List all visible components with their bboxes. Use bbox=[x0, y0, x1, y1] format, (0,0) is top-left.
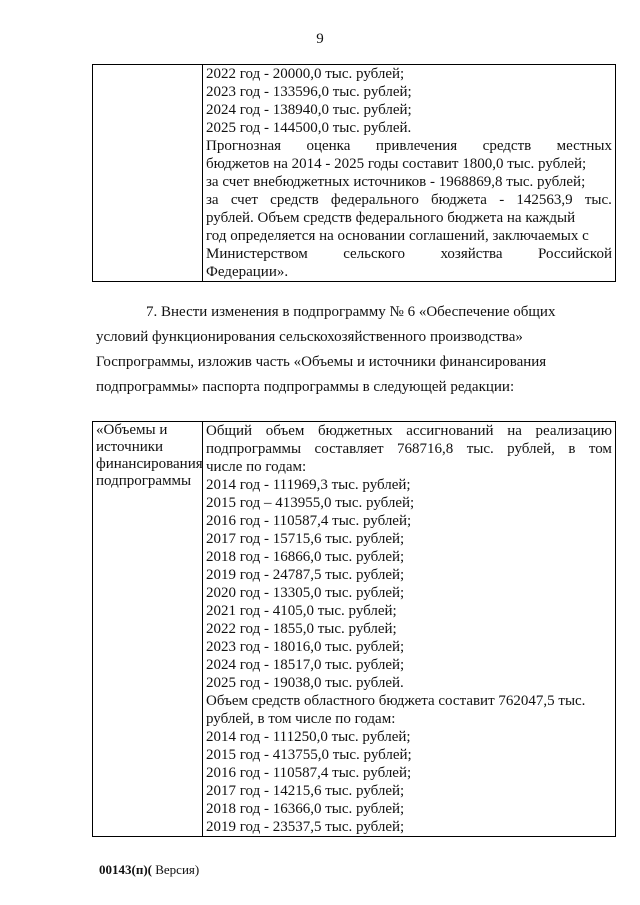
word: 768716,8 bbox=[397, 441, 454, 457]
year-line: 2024 год - 138940,0 тыс. рублей; bbox=[206, 102, 412, 118]
year-line: 2023 год - 133596,0 тыс. рублей; bbox=[206, 84, 412, 100]
regional-line: Объем средств областного бюджета составит 762047,5 тыс. bbox=[206, 693, 586, 709]
word: изложив bbox=[197, 354, 252, 370]
word: Общий bbox=[206, 423, 253, 439]
word: Министерством bbox=[206, 246, 308, 262]
word: том bbox=[588, 441, 612, 457]
word: сельского bbox=[343, 246, 405, 262]
label-line: источники bbox=[96, 439, 164, 455]
year-line: 2025 год - 19038,0 тыс. рублей. bbox=[206, 675, 404, 691]
forecast-line: бюджетов на 2014 - 2025 годы составит 1800,0 тыс. рублей; bbox=[206, 156, 587, 172]
year-line: 2023 год - 18016,0 тыс. рублей; bbox=[206, 639, 405, 655]
intro-line bbox=[206, 422, 612, 440]
word: Российской bbox=[538, 246, 612, 262]
word: средств bbox=[482, 138, 532, 154]
page-number: 9 bbox=[316, 31, 324, 47]
year-line: 2019 год - 24787,5 тыс. рублей; bbox=[206, 567, 405, 583]
forecast-line: рублей. Объем средств федерального бюджета на каждый bbox=[206, 210, 576, 226]
word: часть bbox=[255, 354, 290, 370]
word: ассигнований bbox=[406, 423, 494, 439]
year-line: 2014 год - 111969,3 тыс. рублей; bbox=[206, 477, 411, 493]
table-row bbox=[93, 65, 616, 282]
label-line: подпрограммы bbox=[96, 473, 192, 489]
year-line: 2018 год - 16866,0 тыс. рублей; bbox=[206, 549, 405, 565]
table-row bbox=[93, 422, 616, 837]
content-cell bbox=[203, 422, 616, 837]
word: функционирования bbox=[152, 329, 276, 345]
word: в bbox=[568, 441, 576, 457]
paragraph-7 bbox=[96, 300, 610, 400]
word: сельскохозяйственного bbox=[279, 329, 427, 345]
word: составляет bbox=[314, 441, 384, 457]
word: «Обеспечение bbox=[418, 304, 510, 320]
year-line: 2021 год - 4105,0 тыс. рублей; bbox=[206, 603, 397, 619]
word: хозяйства bbox=[440, 246, 503, 262]
year-line: 2022 год - 20000,0 тыс. рублей; bbox=[206, 66, 405, 82]
word: объем bbox=[265, 423, 305, 439]
word: «Объемы bbox=[293, 354, 354, 370]
word: оценка bbox=[306, 138, 351, 154]
regional-line: рублей, в том числе по годам: bbox=[206, 711, 396, 727]
word: № bbox=[389, 304, 404, 320]
word: подпрограмму bbox=[293, 304, 386, 320]
document-footer bbox=[99, 862, 199, 878]
intro-line: числе по годам: bbox=[206, 459, 307, 475]
word: тыс. bbox=[466, 441, 494, 457]
forecast-line: Федерации». bbox=[206, 264, 289, 280]
label-line: «Объемы и bbox=[96, 422, 168, 438]
year-line: 2022 год - 1855,0 тыс. рублей; bbox=[206, 621, 397, 637]
year-line: 2016 год - 110587,4 тыс. рублей; bbox=[206, 765, 412, 781]
year-line: 2015 год - 413755,0 тыс. рублей; bbox=[206, 747, 412, 763]
year-line: 2014 год - 111250,0 тыс. рублей; bbox=[206, 729, 411, 745]
word: на bbox=[507, 423, 522, 439]
word: общих bbox=[513, 304, 556, 320]
word: изменения bbox=[211, 304, 279, 320]
word: Прогнозная bbox=[206, 138, 282, 154]
content-cell bbox=[203, 65, 616, 282]
word: Внести bbox=[161, 304, 208, 320]
word: подпрограммы bbox=[206, 441, 302, 457]
funding-table bbox=[92, 421, 616, 837]
year-line: 2025 год - 144500,0 тыс. рублей. bbox=[206, 120, 412, 136]
word: производства» bbox=[429, 329, 523, 345]
year-line: 2020 год - 13305,0 тыс. рублей; bbox=[206, 585, 405, 601]
paragraph-line: подпрограммы» паспорта подпрограммы в следующей редакции: bbox=[96, 379, 515, 395]
word: счет bbox=[230, 192, 258, 208]
forecast-line bbox=[206, 245, 612, 263]
word: 142563,9 bbox=[516, 192, 573, 208]
footer-code: 00143(п)( bbox=[99, 862, 152, 877]
intro-line bbox=[206, 440, 612, 458]
year-line: 2024 год - 18517,0 тыс. рублей; bbox=[206, 657, 405, 673]
footer-version: Версия) bbox=[151, 862, 200, 877]
word: в bbox=[282, 304, 290, 320]
word: средств bbox=[270, 192, 319, 208]
word: федерального bbox=[330, 192, 419, 208]
word: привлечения bbox=[375, 138, 458, 154]
budget-table-continued bbox=[92, 64, 616, 282]
word: Госпрограммы, bbox=[96, 354, 195, 370]
paragraph-line bbox=[96, 300, 610, 325]
word: 6 bbox=[407, 304, 416, 320]
year-line: 2019 год - 23537,5 тыс. рублей; bbox=[206, 819, 405, 835]
year-line: 2018 год - 16366,0 тыс. рублей; bbox=[206, 801, 405, 817]
paragraph-line bbox=[96, 325, 610, 350]
word: рублей, bbox=[507, 441, 555, 457]
word: бюджета bbox=[431, 192, 487, 208]
word: бюджетных bbox=[317, 423, 393, 439]
word: реализацию bbox=[535, 423, 612, 439]
word: условий bbox=[96, 329, 149, 345]
word: финансирования bbox=[439, 354, 547, 370]
word: 7. bbox=[146, 304, 158, 320]
label-line: финансирования bbox=[96, 456, 203, 472]
word: источники bbox=[368, 354, 436, 370]
forecast-line bbox=[206, 137, 612, 155]
label-cell bbox=[93, 65, 203, 282]
word: за bbox=[206, 192, 219, 208]
forecast-line: за счет внебюджетных источников - 1968869,8 тыс. рублей; bbox=[206, 174, 586, 190]
year-line: 2017 год - 14215,6 тыс. рублей; bbox=[206, 783, 405, 799]
word: и bbox=[356, 354, 365, 370]
word: местных bbox=[556, 138, 612, 154]
forecast-line: год определяется на основании соглашений, заключаемых с bbox=[206, 228, 589, 244]
year-line: 2016 год - 110587,4 тыс. рублей; bbox=[206, 513, 412, 529]
word: - bbox=[499, 192, 505, 208]
label-cell bbox=[93, 422, 203, 837]
forecast-line bbox=[206, 191, 612, 209]
year-line: 2015 год – 413955,0 тыс. рублей; bbox=[206, 495, 415, 511]
year-line: 2017 год - 15715,6 тыс. рублей; bbox=[206, 531, 405, 547]
paragraph-line bbox=[96, 350, 610, 375]
word: тыс. bbox=[584, 192, 612, 208]
